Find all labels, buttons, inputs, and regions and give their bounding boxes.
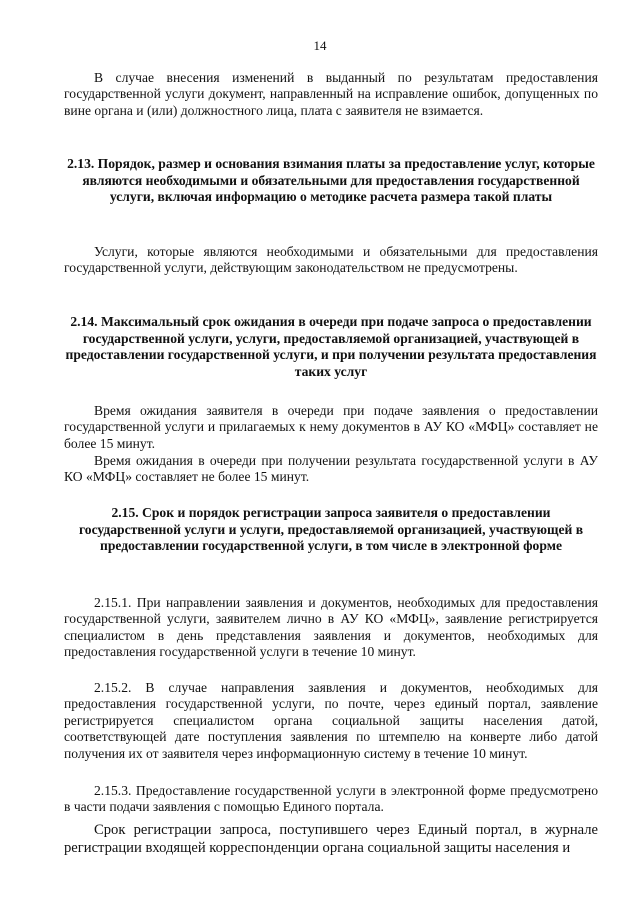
paragraph-2-15-3: 2.15.3. Предоставление государственной услуги в электронной форме предусмотрено в части подачи заявления с помощью Единого портала. bbox=[64, 783, 598, 815]
paragraph-registration-term: Срок регистрации запроса, поступившего через Единый портал, в журнале регистрации входящей корреспонденции органа социальной защиты населения и bbox=[64, 822, 598, 856]
paragraph-2-15-1: 2.15.1. При направлении заявления и документов, необходимых для предоставления государственной услуги, заявителем лично в АУ КО «МФЦ», заявление регистрируется специалистом в день представления заявления и документов, необходимых для предоставления государственной услуги в течение 10 минут. bbox=[64, 595, 598, 660]
paragraph-2-15-2: 2.15.2. В случае направления заявления и документов, необходимых для предоставления государственной услуги, по почте, через единый портал, заявление регистрируется специалистом органа социальной защиты населения датой, соответствующей дате поступления заявления по штемпелю на конверте либо датой получения их от заявителя через информационную систему в течение 10 минут. bbox=[64, 680, 598, 761]
heading-2-13: 2.13. Порядок, размер и основания взимания платы за предоставление услуг, которые являются необходимыми и обязательными для предоставления государственной услуги, включая информацию о методике расчета размера такой платы bbox=[67, 156, 595, 205]
paragraph-2-14-a: Время ожидания заявителя в очереди при подаче заявления о предоставлении государственной услуги и прилагаемых к нему документов в АУ КО «МФЦ» составляет не более 15 минут. bbox=[64, 403, 598, 451]
paragraph-fee-not-charged: В случае внесения изменений в выданный по результатам предоставления государственной услуги документ, направленный на исправление ошибок, допущенных по вине органа и (или) должностного лица, плата с заявителя не взимается. bbox=[64, 70, 598, 118]
heading-2-15: 2.15. Срок и порядок регистрации запроса заявителя о предоставлении государственной услуги и услуги, предоставляемой организацией, участвующей в предоставлении государственной услуги, в том числе в электронной форме bbox=[78, 505, 584, 554]
paragraph-2-13: Услуги, которые являются необходимыми и обязательными для предоставления государственной услуги, действующим законодательством не предусмотрены. bbox=[64, 244, 598, 276]
page-number: 14 bbox=[313, 38, 327, 53]
paragraph-2-14-b: Время ожидания в очереди при получении результата государственной услуги в АУ КО «МФЦ» составляет не более 15 минут. bbox=[64, 453, 598, 485]
heading-2-14: 2.14. Максимальный срок ожидания в очереди при подаче запроса о предоставлении государственной услуги, услуги, предоставляемой организацией, участвующей в предоставлении государственной услуги, и при получении результата предоставления таких услуг bbox=[65, 314, 597, 379]
